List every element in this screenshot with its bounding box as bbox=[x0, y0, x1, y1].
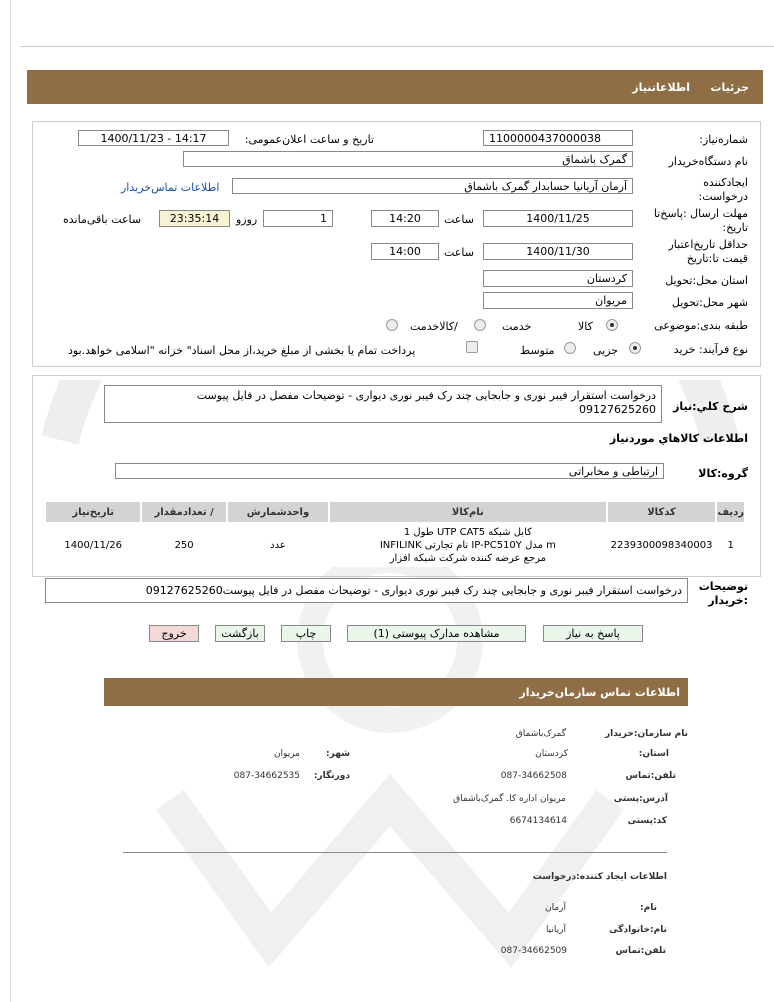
cell-qty: 250 bbox=[142, 524, 225, 567]
reply-button[interactable]: پاسخ به نیاز bbox=[543, 625, 643, 642]
view-attachments-button[interactable]: مشاهده مدارک پیوستی (1) bbox=[347, 625, 526, 642]
summary-text-line1: درخواست استقرار فیبر نوری و جابجایی چند رک فیبر نوری دیواری - توضیحات مفصل در فایل پیوست bbox=[196, 389, 656, 402]
contact-city-value: مریوان bbox=[273, 749, 300, 759]
radio-category-goods[interactable] bbox=[606, 319, 618, 331]
goods-group-label: گروه:کالا bbox=[698, 467, 748, 480]
cat-goods-label: کالا bbox=[578, 320, 593, 333]
validity-label-1: حداقل تاریخ‌اعتبار bbox=[668, 238, 748, 251]
cell-name bbox=[330, 524, 606, 567]
creator-phone-value: 087-34662509 bbox=[500, 946, 567, 956]
creator-label-2: درخواست: bbox=[698, 190, 748, 203]
back-button[interactable]: بازگشت bbox=[215, 625, 265, 642]
need-number-field: 1100000437000038 bbox=[483, 130, 633, 146]
proc-partial-label: جزیی bbox=[593, 344, 619, 357]
cell-unit: عدد bbox=[228, 524, 328, 567]
deadline-date-field: 1400/11/25 bbox=[483, 210, 633, 227]
contact-heading: اطلاعات تماس سازمان‌خریدار bbox=[519, 686, 680, 699]
contact-province-label: استان: bbox=[638, 749, 669, 759]
col-date: تاریخ‌نیاز bbox=[46, 502, 140, 522]
contact-city-label: شهر: bbox=[326, 749, 350, 759]
contact-org-value: گمرک‌باشماق bbox=[515, 729, 566, 739]
creator-label-1: ایجادکننده bbox=[703, 176, 748, 189]
goods-info-heading: اطلاعات کالاهاي موردنیاز bbox=[609, 432, 748, 445]
exit-button[interactable]: خروج bbox=[149, 625, 199, 642]
summary-text-field bbox=[104, 385, 662, 423]
validity-label-2: قیمت تا:تاریخ bbox=[686, 252, 748, 265]
buyer-notes-label-2: :خریدار bbox=[708, 594, 748, 607]
contact-phone-label: تلفن:تماس bbox=[625, 771, 676, 781]
announce-field bbox=[78, 130, 229, 146]
radio-category-both[interactable] bbox=[386, 319, 398, 331]
treasury-payment-checkbox[interactable] bbox=[466, 341, 478, 353]
table-row bbox=[46, 524, 744, 567]
buyer-notes-label-1: توضیحات bbox=[698, 580, 748, 593]
col-code: کدکالا bbox=[608, 502, 716, 522]
validity-date-field: 1400/11/30 bbox=[483, 243, 633, 260]
creator-heading: اطلاعات ایجاد کننده:درخواست bbox=[532, 872, 667, 882]
remaining-label: ساعت باقی‌مانده bbox=[63, 213, 142, 226]
contact-address-label: آدرس:پستی bbox=[613, 794, 668, 804]
payment-note: پرداخت تمام یا بخشی از مبلغ خرید،از محل اسناد" خزانه "اسلامی خواهد.بود bbox=[68, 344, 416, 357]
table-header-row bbox=[46, 502, 744, 522]
goods-table bbox=[44, 500, 746, 569]
cell-name-line3: مرجع عرضه کننده شرکت شبکه افزار bbox=[389, 553, 547, 564]
deadline-label-2: تاریخ: bbox=[722, 221, 748, 234]
buyer-org-label: نام دستگاه‌خریدار bbox=[668, 155, 748, 168]
validity-time-label: ساعت bbox=[444, 246, 474, 259]
buyer-notes-field: درخواست استقرار فیبر نوری و جابجایی چند رک فیبر نوری دیواری - توضیحات مفصل در فایل پیوست09127625260 bbox=[45, 578, 688, 603]
deadline-label-1: مهلت ارسال :پاسخ‌تا bbox=[653, 207, 748, 220]
top-divider bbox=[20, 46, 774, 47]
cell-date: 1400/11/26 bbox=[46, 524, 140, 567]
radio-process-medium[interactable] bbox=[564, 342, 576, 354]
contact-address-value: مریوان اداره کا. گمرک‌باشماق bbox=[453, 794, 566, 804]
city-field: مریوان bbox=[483, 292, 633, 309]
validity-time-field: 14:00 bbox=[371, 243, 439, 260]
days-field: 1 bbox=[263, 210, 333, 227]
province-label: استان محل:تحویل bbox=[665, 274, 748, 287]
contact-postal-label: کد:پستی bbox=[627, 816, 667, 826]
deadline-time-label: ساعت bbox=[444, 213, 474, 226]
contact-postal-value: 6674134614 bbox=[509, 816, 567, 826]
radio-process-partial[interactable] bbox=[629, 342, 641, 354]
days-label: روزو bbox=[236, 213, 258, 226]
announce-label: تاریخ و ساعت اعلان‌عمومی: bbox=[244, 133, 374, 146]
proc-medium-label: متوسط bbox=[520, 344, 555, 357]
province-field: کردستان bbox=[483, 270, 633, 287]
announce-value: 1400/11/23 - 14:17 bbox=[100, 132, 207, 145]
print-button[interactable]: چاپ bbox=[281, 625, 331, 642]
creator-name-value: آرمان bbox=[544, 903, 566, 913]
contact-province-value: کردستان bbox=[535, 749, 568, 759]
need-number-label: شماره‌نیاز: bbox=[699, 133, 748, 146]
contact-org-label: نام سازمان:خریدار bbox=[604, 729, 688, 739]
cell-name-line2: m مدل IP-PC510Y نام تجارتی INFILINK bbox=[379, 540, 556, 551]
col-unit: واحدشمارش bbox=[228, 502, 328, 522]
tab-need-info[interactable]: اطلاعاتنیاز bbox=[632, 81, 690, 94]
cat-both-label: /کالاخدمت bbox=[410, 320, 458, 333]
cat-service-label: خدمت bbox=[502, 320, 532, 333]
creator-phone-label: تلفن:تماس bbox=[615, 946, 666, 956]
contact-fax-value: 087-34662535 bbox=[233, 771, 300, 781]
contact-fax-label: دورنگار: bbox=[313, 771, 350, 781]
process-label: نوع فرآیند: خرید bbox=[673, 343, 748, 356]
category-label: طبقه بندی:موضوعی bbox=[654, 319, 748, 332]
cell-name-line1: کابل شبکه UTP CAT5 طول 1 bbox=[403, 527, 532, 538]
tab-details[interactable]: جزئیات bbox=[710, 81, 749, 94]
buyer-contact-link[interactable]: اطلاعات تماس‌خریدار bbox=[121, 181, 220, 194]
cell-row: 1 bbox=[717, 524, 744, 567]
buyer-org-field: گمرک باشماق bbox=[183, 151, 633, 167]
header-bar bbox=[27, 70, 763, 104]
goods-group-field: ارتباطی و مخابراتی bbox=[115, 463, 664, 479]
deadline-time-field: 14:20 bbox=[371, 210, 439, 227]
contact-header-bar bbox=[104, 678, 688, 706]
summary-label: شرح کلي:نیاز bbox=[673, 400, 748, 413]
col-row: ردیف bbox=[717, 502, 744, 522]
city-label: شهر محل:تحویل bbox=[671, 296, 748, 309]
radio-category-service[interactable] bbox=[474, 319, 486, 331]
col-qty: / تعدادمقدار bbox=[142, 502, 225, 522]
contact-divider bbox=[123, 852, 667, 853]
creator-field: آرمان آریانیا حسابدار گمرک باشماق bbox=[232, 178, 633, 194]
creator-family-value: آریانیا bbox=[545, 925, 566, 935]
col-name: نام‌کالا bbox=[330, 502, 606, 522]
contact-phone-value: 087-34662508 bbox=[500, 771, 567, 781]
remaining-time-field: 23:35:14 bbox=[159, 210, 230, 227]
creator-name-label: نام: bbox=[640, 903, 657, 913]
summary-text-line2: 09127625260 bbox=[579, 403, 656, 416]
creator-family-label: نام:خانوادگی bbox=[609, 925, 667, 935]
cell-code: 2239300098340003 bbox=[608, 524, 716, 567]
